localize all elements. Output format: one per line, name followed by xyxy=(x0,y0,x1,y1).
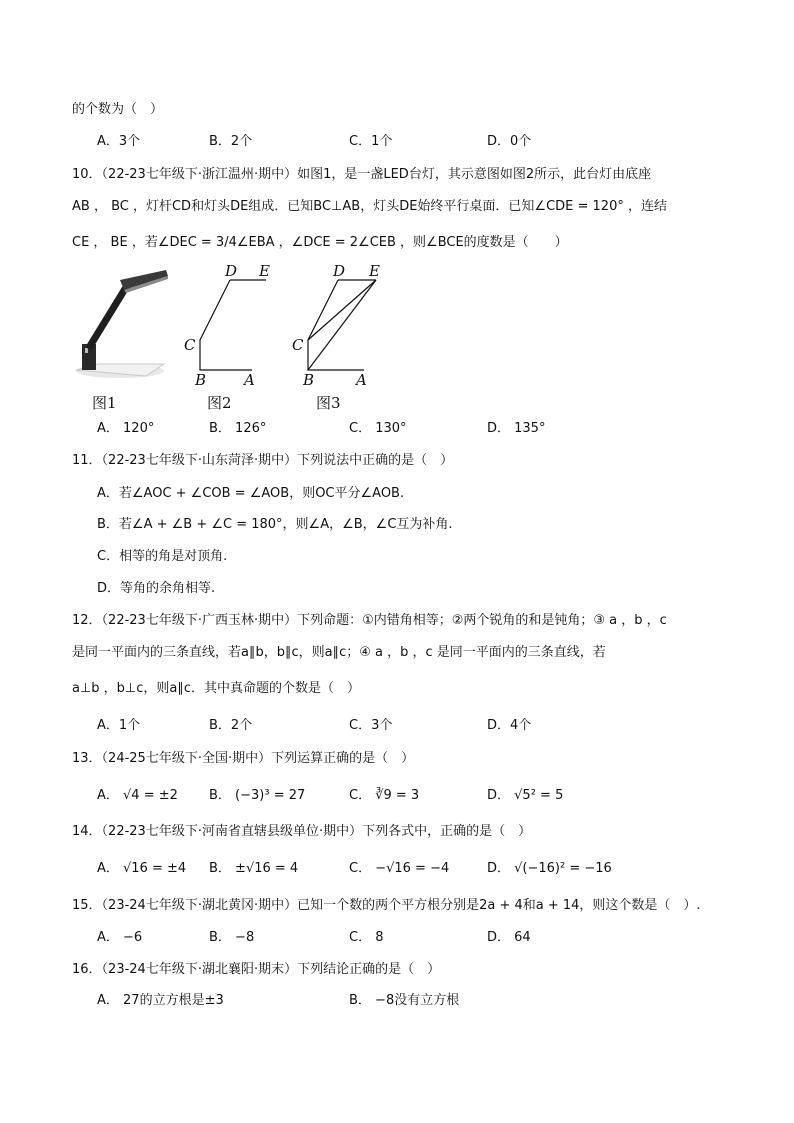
q12-option-d: D．4个 xyxy=(487,718,532,733)
q11-option-c: C．相等的角是对顶角. xyxy=(97,549,228,564)
q11-option-a: A．若∠AOC + ∠COB = ∠AOB，则OC平分∠AOB. xyxy=(97,486,405,501)
q13-option-d: D． √5² = 5 xyxy=(487,788,564,803)
q12-options xyxy=(97,717,657,735)
q9-option-c: C．1个 xyxy=(349,134,393,149)
q10-stem-line1: 10．（22-23七年级下·浙江温州·期中）如图1，是一盏LED台灯，其示意图如图2所示，此台灯由底座 xyxy=(72,167,652,182)
fig2-label-c: C xyxy=(184,336,196,354)
fig2-label-b: B xyxy=(195,371,207,387)
q14-option-d: D． √(−16)² = −16 xyxy=(487,861,612,876)
q13-option-a: A． √4 = ±2 xyxy=(97,788,178,803)
q10-option-b: B． 126° xyxy=(209,421,267,436)
fig3-label-e: E xyxy=(369,262,380,280)
q13-stem: 13．（24-25七年级下·全国·期中）下列运算正确的是（ ） xyxy=(72,751,415,766)
q10-stem-line3: CE ， BE ，若∠DEC = 3/4∠EBA ，∠DCE = 2∠CEB ，则∠BCE的度数是（ ） xyxy=(72,235,568,250)
figure-3-diagram xyxy=(288,262,383,387)
fig3-label-a: A xyxy=(356,371,367,387)
q12-stem-line2: 是同一平面内的三条直线，若a∥b，b∥c，则a∥c；④ a ，b ，c 是同一平面内的三条直线，若 xyxy=(72,645,606,660)
q9-stem-tail: 的个数为（ ） xyxy=(72,102,164,117)
q15-stem: 15．（23-24七年级下·湖北黄冈·期中）已知一个数的两个平方根分别是2a + 4和a + 14，则这个数是（ ）. xyxy=(72,898,701,913)
fig2-label-d: D xyxy=(225,262,238,280)
q14-option-a: A． √16 = ±4 xyxy=(97,861,187,876)
q10-option-a: A． 120° xyxy=(97,421,155,436)
q10-stem-line2: AB ， BC ，灯杆CD和灯头DE组成．已知BC⊥AB，灯头DE始终平行桌面．已知∠CDE = 120° ，连结 xyxy=(72,199,667,214)
fig3-label-b: B xyxy=(303,371,315,387)
q10-options xyxy=(97,420,657,438)
fig2-label-a: A xyxy=(244,371,255,387)
fig3-label-c: C xyxy=(292,336,304,354)
q15-options xyxy=(97,929,657,947)
q9-option-a: A．3个 xyxy=(97,134,141,149)
q16-options xyxy=(97,992,657,1010)
lamp-photo xyxy=(68,266,172,384)
q15-option-d: D． 64 xyxy=(487,930,531,945)
q11-option-d: D．等角的余角相等. xyxy=(97,581,216,596)
q14-option-c: C． −√16 = −4 xyxy=(349,861,450,876)
q14-stem: 14．（22-23七年级下·河南省直辖县级单位·期中）下列各式中，正确的是（ ） xyxy=(72,824,532,839)
q13-option-b: B． (−3)³ = 27 xyxy=(209,788,306,803)
q16-stem: 16．（23-24七年级下·湖北襄阳·期末）下列结论正确的是（ ） xyxy=(72,962,441,977)
figure-1-caption: 图1 xyxy=(92,394,117,412)
fig3-label-d: D xyxy=(333,262,346,280)
q12-stem-line3: a⊥b ，b⊥c，则a∥c．其中真命题的个数是（ ） xyxy=(72,681,361,696)
q15-option-b: B． −8 xyxy=(209,930,255,945)
q16-option-a: A． 27的立方根是±3 xyxy=(97,993,224,1008)
figure-3-caption: 图3 xyxy=(316,394,341,412)
q10-option-c: C． 130° xyxy=(349,421,407,436)
q12-option-a: A．1个 xyxy=(97,718,141,733)
q15-option-c: C． 8 xyxy=(349,930,384,945)
q11-stem: 11．（22-23七年级下·山东菏泽·期中）下列说法中正确的是（ ） xyxy=(72,453,454,468)
q12-option-c: C．3个 xyxy=(349,718,393,733)
q12-option-b: B．2个 xyxy=(209,718,253,733)
q14-option-b: B． ±√16 = 4 xyxy=(209,861,299,876)
q14-options xyxy=(97,860,657,878)
q9-option-b: B．2个 xyxy=(209,134,253,149)
fig2-label-e: E xyxy=(259,262,270,280)
q16-option-b: B． −8没有立方根 xyxy=(349,993,460,1008)
figure-2-diagram xyxy=(180,262,270,387)
q13-option-c: C． ∛9 = 3 xyxy=(349,788,420,803)
q15-option-a: A． −6 xyxy=(97,930,143,945)
q12-stem-line1: 12．（22-23七年级下·广西玉林·期中）下列命题：①内错角相等；②两个锐角的和是钝角；③ a ，b ，c xyxy=(72,613,667,628)
q13-options xyxy=(97,787,657,805)
q9-options xyxy=(97,133,657,151)
q11-option-b: B．若∠A + ∠B + ∠C = 180°，则∠A，∠B，∠C互为补角. xyxy=(97,517,453,532)
q10-option-d: D． 135° xyxy=(487,421,546,436)
q9-option-d: D．0个 xyxy=(487,134,532,149)
figure-2-caption: 图2 xyxy=(207,394,232,412)
